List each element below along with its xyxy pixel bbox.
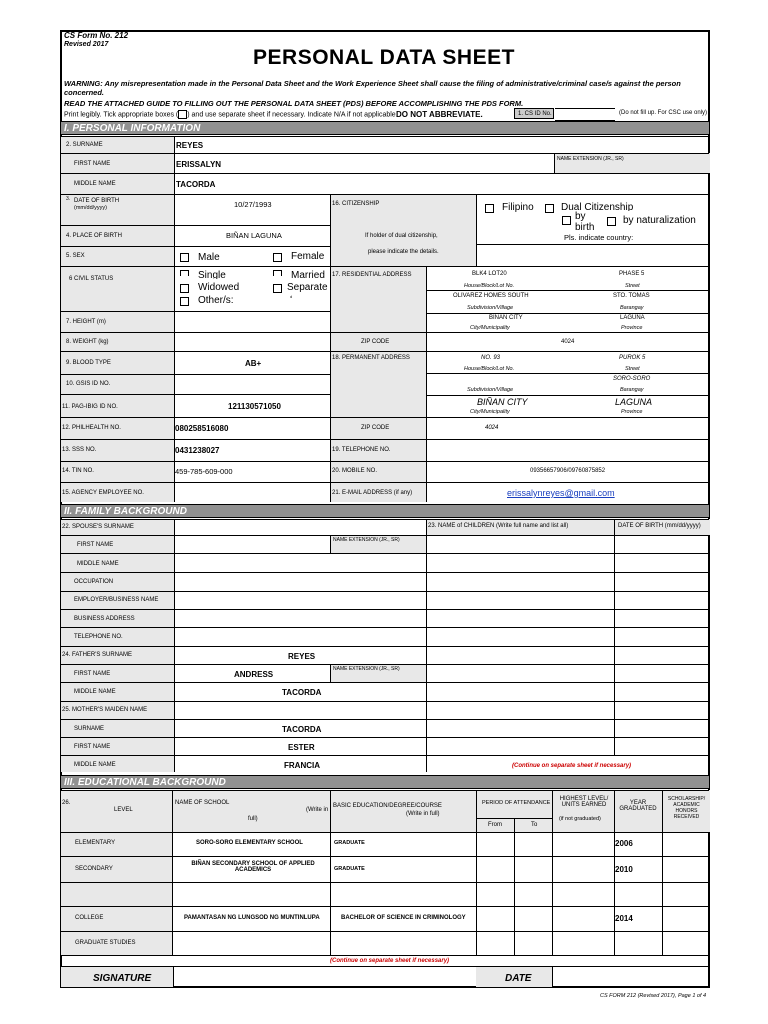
perm-barangay-caption: Barangay (620, 387, 644, 393)
perm-zip-value[interactable]: 4024 (485, 425, 499, 431)
section-family-background: II. FAMILY BACKGROUND (61, 504, 709, 518)
middle-name-value[interactable]: TACORDA (176, 180, 216, 189)
tick-text-b: ) and use separate sheet if necessary. Indicate N/A if not applicable. (187, 111, 398, 119)
perm-city[interactable]: BIÑAN CITY (477, 397, 528, 407)
sex-label: 5. SEX (66, 253, 85, 259)
residential-label: 17. RESIDENTIAL ADDRESS (332, 272, 412, 278)
pob-value[interactable]: BIÑAN LAGUNA (226, 231, 282, 240)
res-zip-value[interactable]: 4024 (561, 339, 575, 345)
mobile-label: 20. MOBILE NO. (332, 468, 378, 474)
edu-course-college[interactable]: BACHELOR OF SCIENCE IN CRIMINOLOGY (341, 915, 466, 921)
blood-type-value[interactable]: AB+ (245, 359, 262, 368)
tick-instructions (64, 110, 398, 119)
address-label-column (330, 266, 426, 502)
country-prompt: Pls. indicate country: (564, 233, 634, 242)
res-house[interactable]: BLK4 LOT20 (472, 271, 507, 277)
course-header-sub: (Write in full) (406, 811, 440, 817)
by-naturalization-option: by naturalization (623, 215, 696, 226)
school-header-sub-1: (Write in (306, 807, 329, 813)
spouse-middle-label: MIDDLE NAME (77, 561, 119, 567)
dual-citizenship-checkbox[interactable] (545, 204, 554, 213)
family-continue-note: (Continue on separate sheet if necessary) (512, 763, 632, 769)
cs-id-note: (Do not fill up. For CSC use only) (619, 110, 708, 116)
spouse-first-label: FIRST NAME (77, 542, 114, 548)
male-option: Male (198, 252, 220, 263)
female-option: Female (291, 251, 325, 262)
edu-school-college[interactable]: PAMANTASAN NG LUNGSOD NG MUNTINLUPA (184, 915, 320, 921)
res-province-caption: Province (621, 325, 643, 331)
section-personal-information: I. PERSONAL INFORMATION (61, 121, 709, 135)
perm-street[interactable]: PUROK 5 (619, 355, 646, 361)
father-surname-label: 24. FATHER'S SURNAME (62, 652, 133, 658)
dob-label: DATE OF BIRTH (74, 198, 120, 204)
separated-option: Separate (287, 282, 328, 293)
from-header: From (488, 822, 502, 828)
email-label: 21. E-MAIL ADDRESS (if any) (332, 490, 413, 496)
surname-value[interactable]: REYES (176, 141, 204, 150)
perm-house-caption: House/Block/Lot No. (464, 366, 515, 372)
dob-value[interactable]: 10/27/1993 (234, 200, 272, 209)
employer-label: EMPLOYER/BUSINESS NAME (74, 597, 159, 603)
res-barangay[interactable]: STO. TOMAS (613, 293, 650, 299)
by-birth-option-b: birth (575, 222, 595, 233)
mother-maiden-label: 25. MOTHER'S MAIDEN NAME (62, 707, 148, 713)
section-educational-background: III. EDUCATIONAL BACKGROUND (61, 775, 709, 789)
edu-level-secondary: SECONDARY (75, 866, 113, 872)
spouse-surname-label: 22. SPOUSE'S SURNAME (62, 524, 134, 530)
edu-level-graduate: GRADUATE STUDIES (75, 940, 136, 946)
form-number: CS Form No. 212 (64, 31, 129, 40)
philhealth-label: 12. PHILHEALTH NO. (62, 425, 121, 431)
child-dob-label: DATE OF BIRTH (mm/dd/yyyy) (618, 523, 701, 529)
father-middle-label: MIDDLE NAME (74, 689, 116, 695)
civil-status-label: 6 CIVIL STATUS (69, 276, 114, 282)
others-checkbox[interactable] (180, 297, 189, 306)
highest-level-header: HIGHEST LEVEL/ UNITS EARNED (559, 796, 609, 808)
others-option: Other/s: (198, 295, 234, 306)
school-header: NAME OF SCHOOL (175, 800, 230, 806)
highest-level-sub: (if not graduated) (559, 816, 601, 822)
mother-surname-value[interactable]: TACORDA (282, 725, 322, 734)
telephone-label: 19. TELEPHONE NO. (332, 447, 391, 453)
mother-middle-label: MIDDLE NAME (74, 762, 116, 768)
spouse-telephone-label: TELEPHONE NO. (74, 634, 123, 640)
to-header: To (531, 822, 538, 828)
no-abbreviate-notice: DO NOT ABBREVIATE. (396, 110, 483, 119)
dual-note-2: please indicate the details. (368, 249, 439, 255)
mother-surname-label: SURNAME (74, 726, 105, 732)
education-num: 26. (62, 800, 71, 806)
perm-province[interactable]: LAGUNA (615, 397, 653, 407)
guide-text: READ THE ATTACHED GUIDE TO FILLING OUT THE PERSONAL DATA SHEET (PDS) BEFORE ACCOMPLISHING THE PDS FORM. (64, 99, 524, 108)
date-label: DATE (505, 973, 532, 984)
page-footer: CS FORM 212 (Revised 2017), Page 1 of 4 (600, 993, 707, 999)
education-level-column (61, 832, 172, 955)
first-name-label: FIRST NAME (74, 161, 111, 167)
res-zip-label: ZIP CODE (361, 339, 390, 345)
perm-province-caption: Province (621, 409, 643, 415)
signature-label: SIGNATURE (93, 973, 152, 984)
mother-middle-value[interactable]: FRANCIA (284, 761, 320, 770)
cs-id-label: 1. CS ID No. (514, 108, 554, 119)
res-street-caption: Street (625, 283, 640, 289)
cs-id-field[interactable] (555, 108, 615, 121)
pagibig-value[interactable]: 121130571050 (228, 402, 281, 411)
tin-label: 14. TIN NO. (62, 468, 94, 474)
dual-citizenship-option: Dual Citizenship (561, 202, 634, 211)
permanent-label: 18. PERMANENT ADDRESS (332, 355, 410, 361)
blood-type-label: 9. BLOOD TYPE (66, 360, 111, 366)
edu-year-college[interactable]: 2014 (615, 914, 633, 923)
father-first-label: FIRST NAME (74, 671, 111, 677)
res-subdivision[interactable]: OLIVAREZ HOMES SOUTH (453, 293, 529, 299)
course-header: BASIC EDUCATION/DEGREE/COURSE (333, 803, 442, 809)
occupation-label: OCCUPATION (74, 579, 114, 585)
res-subdivision-caption: Subdivision/Village (467, 305, 514, 311)
warning-text: WARNING: Any misrepresentation made in the Personal Data Sheet and the Work Experience Sheet shall cause the filing of administrative/criminal case/s against the person concerned. (64, 79, 681, 97)
by-naturalization-checkbox[interactable] (607, 217, 616, 226)
res-city[interactable]: BIÑAN CITY (489, 315, 523, 321)
pagibig-label: 11. PAG-IBIG ID NO. (62, 404, 118, 410)
male-checkbox[interactable] (180, 253, 189, 262)
by-birth-option-a: by (575, 211, 586, 222)
page-title: PERSONAL DATA SHEET (253, 46, 515, 69)
filipino-option: Filipino (502, 202, 534, 213)
children-label: 23. NAME of CHILDREN (Write full name and list all) (428, 523, 569, 529)
form-revision: Revised 2017 (64, 41, 109, 48)
agency-label: 15. AGENCY EMPLOYEE NO. (62, 490, 144, 496)
date-field[interactable] (553, 967, 709, 987)
perm-zip-label: ZIP CODE (361, 425, 390, 431)
mother-first-value[interactable]: ESTER (288, 743, 315, 752)
year-graduated-header: YEAR GRADUATED (619, 800, 657, 812)
sss-value[interactable]: 0431238027 (175, 446, 220, 455)
res-province[interactable]: LAGUNA (620, 315, 645, 321)
mobile-value[interactable]: 09356657906/09760875852 (530, 468, 606, 474)
school-header-sub-2: full) (248, 816, 258, 822)
edu-course-secondary[interactable]: GRADUATE (334, 866, 365, 872)
single-checkbox[interactable] (180, 270, 189, 276)
gsis-label: 10. GSIS ID NO. (66, 381, 111, 387)
education-continue-note: (Continue on separate sheet if necessary) (330, 958, 450, 964)
tick-sample-box (178, 110, 187, 119)
married-option: Married (291, 270, 325, 279)
father-ext-label: NAME EXTENSION (JR., SR) (333, 666, 400, 672)
first-name-value[interactable]: ERISSALYN (176, 160, 222, 169)
father-surname-value[interactable]: REYES (288, 652, 316, 661)
perm-barangay[interactable]: SORO-SORO (613, 376, 651, 382)
res-street[interactable]: PHASE 5 (619, 271, 645, 277)
perm-street-caption: Street (625, 366, 640, 372)
widowed-option: Widowed (198, 282, 240, 292)
tick-text-a: Print legibly. Tick appropriate boxes ( (64, 111, 179, 119)
res-barangay-caption: Barangay (620, 305, 644, 311)
weight-label: 8. WEIGHT (kg) (66, 339, 109, 345)
married-checkbox[interactable] (273, 270, 282, 276)
edu-school-elementary[interactable]: SORO-SORO ELEMENTARY SCHOOL (196, 840, 303, 846)
single-option: Single (198, 270, 226, 279)
edu-course-elementary[interactable]: GRADUATE (334, 840, 365, 846)
perm-subdivision-caption: Subdivision/Village (467, 387, 514, 393)
signature-field[interactable] (174, 967, 476, 987)
dob-num: 3. (66, 196, 71, 202)
by-birth-checkbox[interactable] (562, 216, 571, 225)
edu-year-elementary[interactable]: 2006 (615, 839, 633, 848)
edu-year-secondary[interactable]: 2010 (615, 865, 633, 874)
dob-format: (mm/dd/yyyy) (74, 205, 107, 211)
edu-level-elementary: ELEMENTARY (75, 840, 116, 846)
res-house-caption: House/Block/Lot No. (464, 283, 515, 289)
height-label: 7. HEIGHT (m) (66, 319, 106, 325)
filipino-checkbox[interactable] (485, 204, 494, 213)
sss-label: 13. SSS NO. (62, 447, 97, 453)
perm-city-caption: City/Municipality (470, 409, 510, 415)
business-address-label: BUSINESS ADDRESS (74, 616, 135, 622)
separated-tail: d (290, 294, 293, 299)
philhealth-value[interactable]: 080258516080 (175, 424, 229, 433)
honors-header: SCHOLARSHIP/ ACADEMIC HONORS RECEIVED (667, 796, 706, 820)
period-header: PERIOD OF ATTENDANCE (482, 800, 551, 806)
father-middle-value[interactable]: TACORDA (282, 688, 322, 697)
citizenship-label: 16. CITIZENSHIP (332, 201, 380, 207)
res-city-caption: City/Municipality (470, 325, 510, 331)
edu-level-college: COLLEGE (75, 915, 104, 921)
edu-school-secondary[interactable]: BIÑAN SECONDARY SCHOOL OF APPLIED ACADEMICS (191, 861, 315, 873)
separated-checkbox[interactable] (273, 284, 282, 293)
mother-first-label: FIRST NAME (74, 744, 111, 750)
name-extension-label: NAME EXTENSION (JR., SR) (557, 156, 624, 162)
father-first-value[interactable]: ANDRESS (234, 670, 274, 679)
email-value[interactable]: erissalynreyes@gmail.com (507, 488, 615, 498)
surname-label: 2. SURNAME (66, 142, 103, 148)
middle-name-label: MIDDLE NAME (74, 181, 116, 187)
female-checkbox[interactable] (273, 253, 282, 262)
widowed-checkbox[interactable] (180, 284, 189, 293)
level-header: LEVEL (114, 807, 133, 813)
dual-note-1: If holder of dual citizenship, (365, 233, 438, 239)
spouse-ext-label: NAME EXTENSION (JR., SR) (333, 537, 400, 543)
perm-house[interactable]: NO. 93 (481, 355, 501, 361)
pob-label: 4. PLACE OF BIRTH (66, 233, 122, 239)
tin-value[interactable]: 459-785-609-000 (175, 467, 233, 476)
